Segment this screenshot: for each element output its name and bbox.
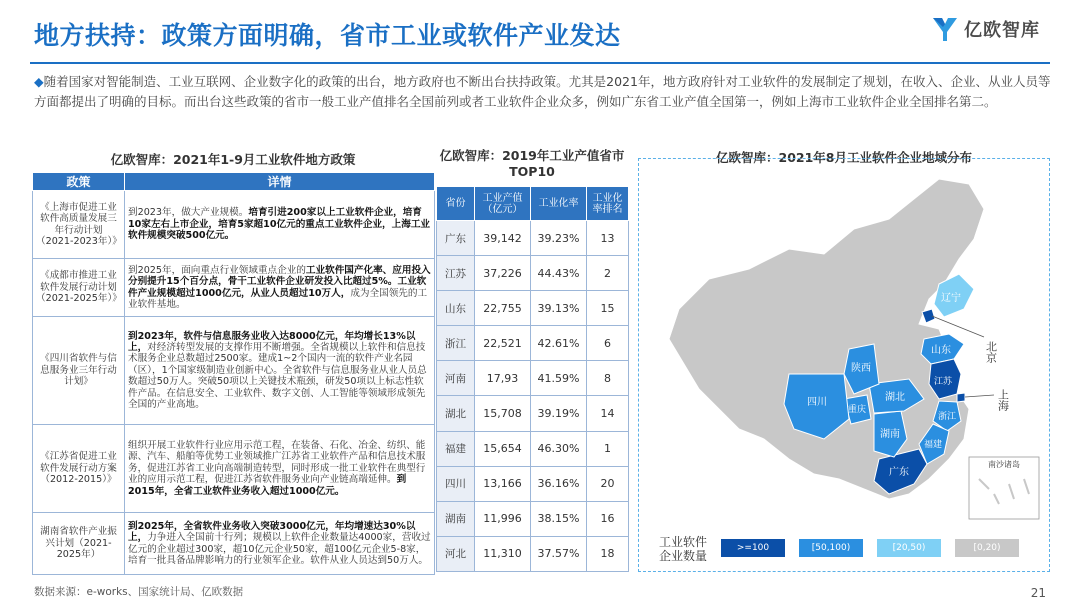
province-cell: 广东: [437, 221, 475, 256]
policy-detail: [125, 191, 435, 259]
bullet-icon: ◆: [34, 74, 44, 89]
table-row: [437, 256, 629, 291]
policy-name: 《江苏省促进工业软件发展行动方案（2012-2015）》: [33, 425, 125, 513]
map-label-shaanxi: 陕西: [851, 363, 871, 374]
table-row: [437, 501, 629, 536]
map-label-fujian: 福建: [923, 440, 943, 450]
rank-cell: 16: [587, 501, 629, 536]
rate-cell: 38.15%: [531, 501, 587, 536]
output-cell: 22,521: [475, 326, 531, 361]
legend-item-50-100: [799, 539, 863, 557]
policy-detail: [125, 425, 435, 513]
output-cell: 22,755: [475, 291, 531, 326]
detail-highlight: 到2025年，全省软件业务收入突破3000亿元，年均增速达30%以上，: [128, 520, 416, 544]
data-source: 数据来源：e-works、国家统计局、亿欧数据: [34, 586, 244, 598]
callout-line-shanghai: [965, 395, 994, 397]
rate-cell: 39.23%: [531, 221, 587, 256]
detail-text: 成为全国领先的工业软件基地。: [128, 287, 428, 310]
policy-table-header: [33, 173, 435, 191]
detail-highlight: 工业软件国产化率、应用投入分别提升15个百分点，骨干工业软件企业研发投入比超过5%。工业软件产业规模超过1000亿元，从业人员超过10万人，: [128, 264, 431, 299]
policy-detail: [125, 317, 435, 425]
column-header-output: 工业产值（亿元）: [475, 187, 531, 221]
map-label-nansha: 南沙诸岛: [988, 460, 1020, 469]
column-header-policy: 政策: [33, 173, 125, 191]
policy-name: 《成都市推进工业软件发展行动计划（2021-2025年）》: [33, 259, 125, 317]
rate-cell: 39.19%: [531, 396, 587, 431]
map-label-sichuan: 四川: [807, 397, 827, 408]
detail-highlight: 到2015年，全省工业软件业务收入超过1000亿元。: [128, 474, 407, 497]
province-cell: 湖北: [437, 396, 475, 431]
rate-cell: 39.13%: [531, 291, 587, 326]
province-cell: 四川: [437, 466, 475, 501]
brand-logo-icon: [930, 14, 960, 44]
legend-item-0-20: [955, 539, 1019, 557]
legend-label: [20,50): [892, 543, 926, 553]
detail-text: 组织开展工业软件行业应用示范工程，在装备、石化、冶金、纺织、能源、汽车、船舶等优势工业领域推广江苏省工业软件产品和信息技术服务，促进江苏省工业向高端制造转型，同时形成一批工业软件在典型行业的应用示范工程，促进江苏省软件服务业向产业链高端延伸。: [128, 439, 426, 486]
rank-cell: 8: [587, 361, 629, 396]
table-row: [33, 259, 435, 317]
legend-item-20-50: [877, 539, 941, 557]
column-header-rank: 工业化率排名: [587, 187, 629, 221]
map-label-guangdong: 广东: [889, 467, 909, 478]
intro-paragraph: [34, 72, 1054, 112]
policy-table-title: 亿欧智库：2021年1-9月工业软件地方政策: [110, 152, 356, 167]
map-label-shanghai: 上海: [996, 389, 1010, 411]
top10-table: [436, 186, 629, 572]
map-label-beijing: 北京: [984, 341, 998, 363]
table-row: [33, 425, 435, 513]
table-row: [437, 536, 629, 571]
detail-text: 到2025年，面向重点行业领域重点企业的: [128, 264, 306, 276]
map-label-hunan: 湖南: [880, 429, 900, 440]
province-cell: 河南: [437, 361, 475, 396]
table-row: [33, 191, 435, 259]
province-cell: 河北: [437, 536, 475, 571]
rate-cell: 44.43%: [531, 256, 587, 291]
policy-detail: [125, 259, 435, 317]
china-map-panel: [638, 158, 1050, 572]
table-row: [437, 466, 629, 501]
map-label-jiangsu: 江苏: [933, 377, 953, 387]
province-cell: 山东: [437, 291, 475, 326]
title-divider: [30, 62, 1050, 64]
map-label-shandong: 山东: [931, 345, 951, 356]
column-header-province: 省份: [437, 187, 475, 221]
output-cell: 37,226: [475, 256, 531, 291]
table-row: [437, 291, 629, 326]
table-row: [33, 513, 435, 575]
column-header-rate: 工业化率: [531, 187, 587, 221]
policy-name: 《上海市促进工业软件高质量发展三年行动计划（2021-2023年）》: [33, 191, 125, 259]
table-row: [33, 317, 435, 425]
rank-cell: 14: [587, 396, 629, 431]
policy-name: 湖南省软件产业振兴计划（2021-2025年）: [33, 513, 125, 575]
legend-item-100-plus: [721, 539, 785, 557]
rank-cell: 2: [587, 256, 629, 291]
legend-label: [0,20): [973, 543, 1001, 553]
detail-text: 力争进入全国前十行列；规模以上软件企业数量达4000家，营收过亿元的企业超过300家，超10亿元企业50家，超100亿元企业5-8家，培育一批具备品牌影响力的行业领军企业。软件从业人员达到50万人。: [128, 532, 431, 566]
column-header-detail: 详情: [125, 173, 435, 191]
policy-table: [32, 172, 435, 575]
detail-text: 对经济转型发展的支撑作用不断增强。全省规模以上软件和信息技术服务企业总数超过2500家。建成1~2个国内一流的软件产业名园（区），1个国家级制造业创新中心。全省软件与信息服务业从业人员总数超过50万人。突破50项以上关键技术瓶颈，研发50项以上标志性软件产品。在信息安全、工业软件、数字文创、人工智能等领域形成领先全国的产业高地。: [128, 341, 427, 411]
table-row: [437, 396, 629, 431]
map-label-chongqing: 重庆: [847, 405, 867, 415]
map-title: 亿欧智库：2021年8月工业软件企业地域分布: [716, 150, 972, 165]
legend-label: [50,100): [811, 543, 851, 553]
map-label-hubei: 湖北: [885, 392, 905, 403]
province-cell: 湖南: [437, 501, 475, 536]
map-label-zhejiang: 浙江: [937, 412, 957, 422]
brand-logo-text: 亿欧智库: [964, 20, 1040, 41]
table-row: [437, 221, 629, 256]
rank-cell: 15: [587, 291, 629, 326]
province-cell: 浙江: [437, 326, 475, 361]
rate-cell: 42.61%: [531, 326, 587, 361]
policy-detail: [125, 513, 435, 575]
legend-title: 工业软件企业数量: [658, 535, 707, 563]
output-cell: 11,310: [475, 536, 531, 571]
map-region-shanghai: [957, 393, 965, 402]
china-map: [639, 159, 1049, 571]
table-row: [437, 326, 629, 361]
map-label-liaoning: 辽宁: [941, 293, 961, 304]
rate-cell: 36.16%: [531, 466, 587, 501]
rate-cell: 37.57%: [531, 536, 587, 571]
output-cell: 17,93: [475, 361, 531, 396]
policy-name: 《四川省软件与信息服务业三年行动计划》: [33, 317, 125, 425]
rank-cell: 18: [587, 536, 629, 571]
page-title: 地方扶持：政策方面明确，省市工业或软件产业发达: [34, 21, 621, 50]
detail-text: 到2023年，做大产业规模。: [128, 207, 249, 219]
output-cell: 13,166: [475, 466, 531, 501]
output-cell: 39,142: [475, 221, 531, 256]
brand-logo: [930, 14, 1040, 44]
detail-highlight: 到2023年，软件与信息服务业收入达8000亿元，年均增长13%以上，: [128, 330, 416, 353]
rank-cell: 20: [587, 466, 629, 501]
detail-highlight: 培育引进200家以上工业软件企业，培育10家左右上市企业，培育5家超10亿元的重点工业软件企业，上海工业软件规模突破500亿元。: [128, 207, 431, 242]
table-row: [437, 431, 629, 466]
top10-table-header: [437, 187, 629, 221]
output-cell: 15,708: [475, 396, 531, 431]
province-cell: 江苏: [437, 256, 475, 291]
legend-label: >=100: [736, 543, 770, 553]
province-cell: 福建: [437, 431, 475, 466]
rate-cell: 41.59%: [531, 361, 587, 396]
rank-cell: 1: [587, 431, 629, 466]
page-number: 21: [1030, 586, 1046, 600]
top10-table-title: 亿欧智库：2019年工业产值省市TOP10: [439, 148, 625, 179]
table-row: [437, 361, 629, 396]
output-cell: 15,654: [475, 431, 531, 466]
rank-cell: 6: [587, 326, 629, 361]
output-cell: 11,996: [475, 501, 531, 536]
rate-cell: 46.30%: [531, 431, 587, 466]
intro-text: 随着国家对智能制造、工业互联网、企业数字化的政策的出台，地方政府也不断出台扶持政策。尤其是2021年，地方政府针对工业软件的发展制定了规划，在收入、企业、从业人员等方面都提出了明确的目标。而出台这些政策的省市一般工业产值排名全国前列或者工业软件企业众多，例如广东省工业产值全国第一，例如上海市工业软件企业全国排名第二。: [34, 74, 1051, 109]
rank-cell: 13: [587, 221, 629, 256]
